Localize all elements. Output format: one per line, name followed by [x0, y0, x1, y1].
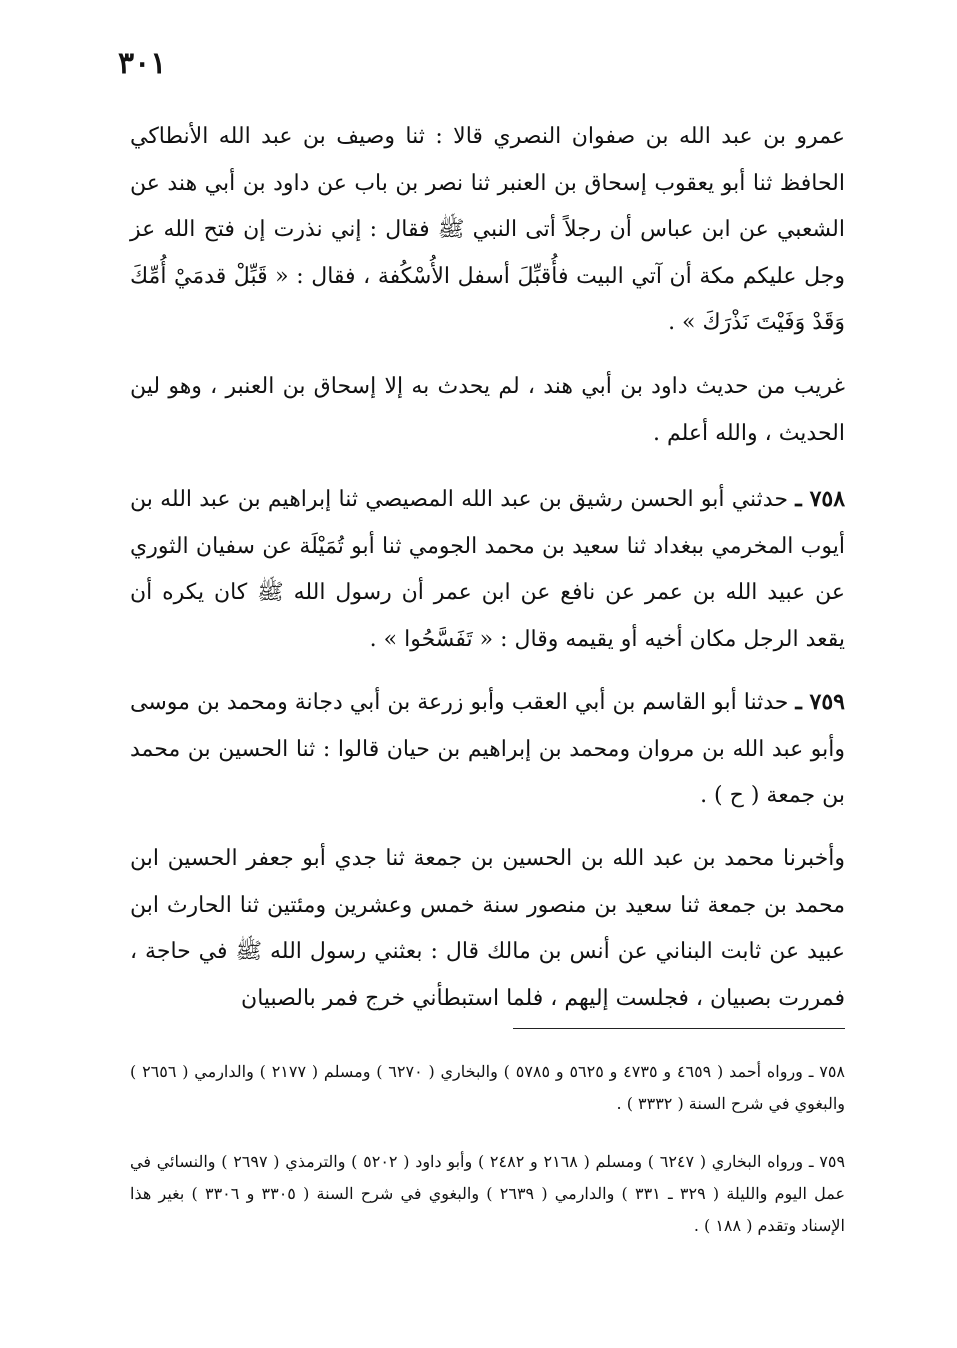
footnote-758 — [130, 1056, 845, 1120]
paragraph-text: حدثني أبو الحسن رشيق بن عبد الله المصيصي ثنا إبراهيم بن عبد الله بن أيوب المخرمي ببغداد ثنا سعيد بن محمد الجومي ثنا أبو تُمَيْلَة عن سفيان الثوري عن عبيد الله بن عمر عن نافع عن ابن عمر أن رسول الله ﷺ كان يكره أن يقعد الرجل مكان أخيه أو يقيمه وقال : « تَفَسَّحُوا » . — [130, 487, 845, 652]
paragraph-hadith-continued — [130, 114, 845, 347]
paragraph-text: وأخبرنا محمد بن عبد الله بن الحسين بن جمعة ثنا جدي أبو جعفر الحسين ابن محمد بن جمعة ثنا سعيد بن منصور سنة خمس وعشرين ومئتين ثنا الحارث ابن عبيد عن ثابت البناني عن أنس بن مالك قال : بعثني رسول الله ﷺ في حاجة ، فمررت بصبيان ، فجلست إليهم ، فلما استبطأني خرج فمر بالصبيان — [130, 846, 845, 1011]
paragraph-hadith-759 — [130, 679, 845, 820]
hadith-number: ٧٥٨ ـ — [795, 486, 846, 512]
page-number: ٣٠١ — [118, 46, 167, 81]
footnote-759 — [130, 1146, 845, 1242]
paragraph-text: حدثنا أبو القاسم بن أبي العقب وأبو زرعة بن أبي دجانة ومحمد بن موسى وأبو عبد الله بن مروان ومحمد بن إبراهيم بن حيان قالوا : ثنا الحسين بن محمد بن جمعة ( ح ) . — [130, 690, 845, 808]
paragraph-text: عمرو بن عبد الله بن صفوان النصري قالا : ثنا وصيف بن عبد الله الأنطاكي الحافظ ثنا أبو يعقوب إسحاق بن العنبر ثنا نصر بن باب عن داود بن أبي هند عن الشعبي عن ابن عباس أن رجلاً أتى النبي ﷺ فقال : إني نذرت إن فتح الله عز وجل عليكم مكة أن آتي البيت فأُقبِّلَ أسفل الأُسْكُفة ، فقال : « قَبِّلْ قدمَيْ أُمِّكَ وَقَدْ وَفَيْتَ نَذْرَكَ » . — [130, 124, 845, 335]
paragraph-text: غريب من حديث داود بن أبي هند ، لم يحدث به إلا إسحاق بن العنبر ، وهو لين الحديث ، والله أعلم . — [130, 374, 845, 446]
hadith-number: ٧٥٩ ـ — [795, 689, 845, 715]
footnote-text: ٧٥٨ ـ ورواه أحمد ( ٤٦٥٩ و ٤٧٣٥ و ٥٦٢٥ و ٥٧٨٥ ) والبخاري ( ٦٢٧٠ ) ومسلم ( ٢١٧٧ ) والدارمي ( ٢٦٥٦ ) والبغوي في شرح السنة ( ٣٣٣٢ ) . — [130, 1062, 845, 1113]
footnote-text: ٧٥٩ ـ ورواه البخاري ( ٦٢٤٧ ) ومسلم ( ٢١٦٨ و ٢٤٨٢ ) وأبو داود ( ٥٢٠٢ ) والترمذي ( ٢٦٩٧ ) والنسائي في عمل اليوم والليلة ( ٣٢٩ ـ ٣٣١ ) والدارمي ( ٢٦٣٩ ) والبغوي في شرح السنة ( ٣٣٠٥ و ٣٣٠٦ ) بغير هذا الإسناد وتقدم ( ١٨٨ ) . — [130, 1152, 846, 1235]
paragraph-chain-continued — [130, 836, 845, 1022]
paragraph-hadith-758 — [130, 476, 845, 663]
paragraph-commentary — [130, 364, 845, 457]
footnote-divider — [513, 1028, 845, 1029]
